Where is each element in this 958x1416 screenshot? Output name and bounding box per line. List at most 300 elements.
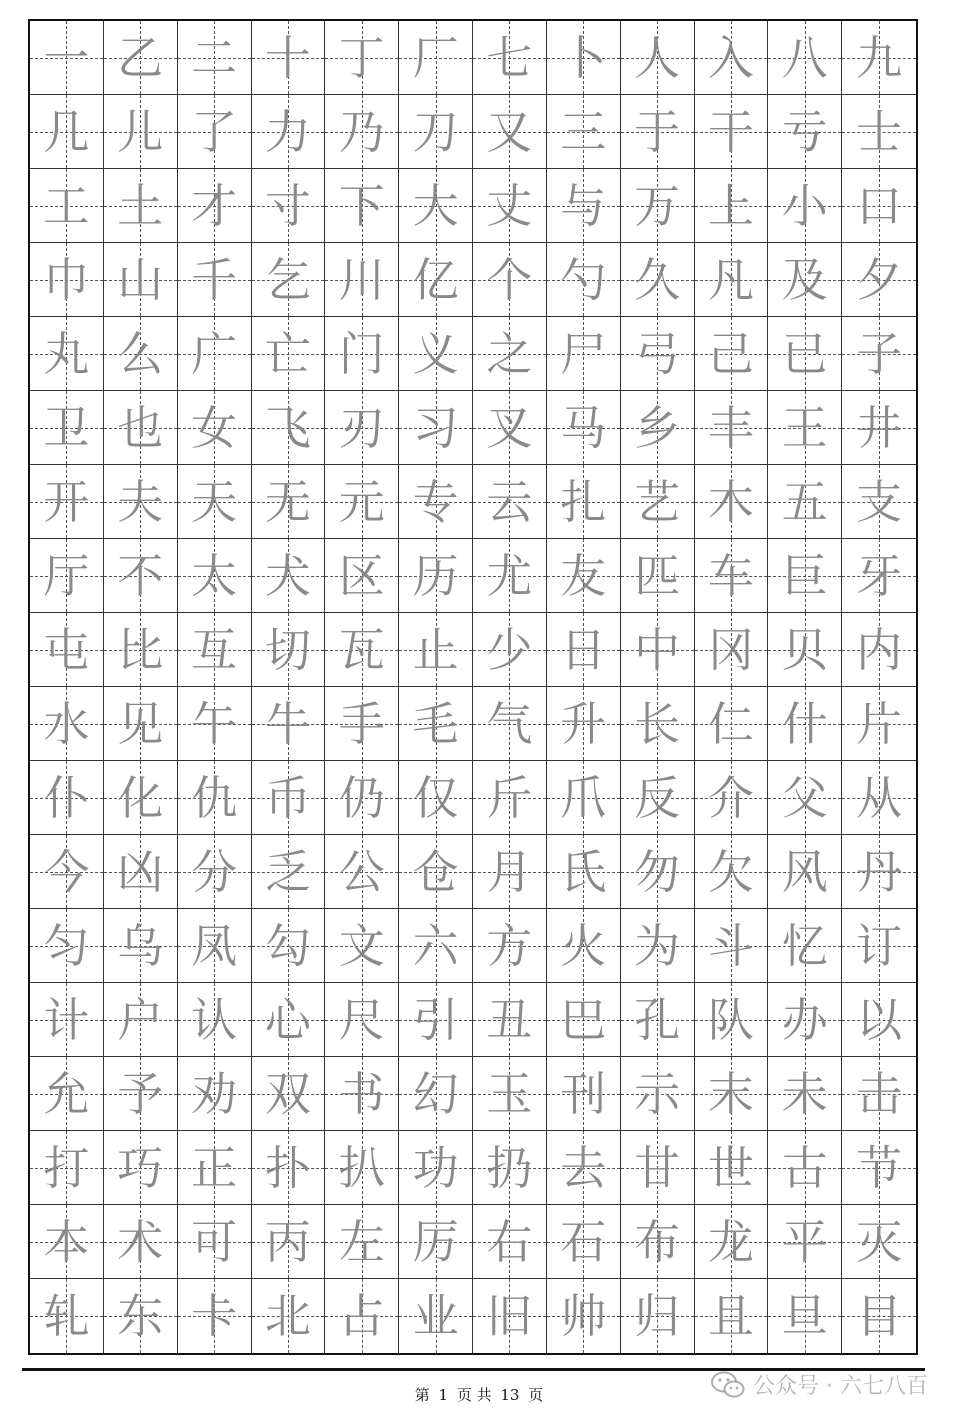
practice-character: 刀 <box>412 104 459 159</box>
practice-character: 末 <box>707 1066 754 1121</box>
practice-character: 右 <box>486 1214 533 1269</box>
practice-character: 天 <box>191 474 238 529</box>
practice-character: 义 <box>412 326 459 381</box>
practice-character: 东 <box>117 1289 164 1343</box>
practice-character: 十 <box>264 30 311 85</box>
practice-character: 止 <box>412 622 459 677</box>
grid-cell <box>621 835 695 909</box>
grid-cell <box>104 539 178 613</box>
practice-character: 贝 <box>781 622 828 677</box>
grid-cell <box>768 983 842 1057</box>
grid-cell <box>842 983 916 1057</box>
practice-character: 友 <box>560 548 607 603</box>
practice-character: 人 <box>634 30 681 85</box>
practice-character: 幻 <box>412 1066 459 1121</box>
grid-cell <box>325 1131 399 1205</box>
practice-character: 父 <box>781 770 828 825</box>
grid-cell <box>399 95 473 169</box>
practice-grid-frame <box>28 19 918 1355</box>
grid-cell <box>178 169 252 243</box>
practice-character: 布 <box>634 1214 681 1269</box>
practice-character: 午 <box>191 696 238 751</box>
practice-character: 干 <box>707 104 754 159</box>
practice-character: 卫 <box>43 400 90 455</box>
practice-character: 仆 <box>43 770 90 825</box>
practice-character: 刊 <box>560 1066 607 1121</box>
grid-cell <box>30 909 104 983</box>
grid-cell <box>621 1057 695 1131</box>
practice-character: 劝 <box>191 1066 238 1121</box>
grid-cell <box>178 613 252 687</box>
practice-character: 目 <box>856 1289 903 1343</box>
grid-cell <box>695 391 769 465</box>
grid-cell <box>842 539 916 613</box>
grid-cell <box>768 613 842 687</box>
grid-cell <box>842 317 916 391</box>
practice-character: 匀 <box>43 918 90 973</box>
practice-character: 仁 <box>707 696 754 751</box>
practice-character: 击 <box>856 1066 903 1121</box>
grid-cell <box>473 391 547 465</box>
grid-cell <box>252 21 326 95</box>
practice-character: 厉 <box>412 1214 459 1269</box>
grid-cell <box>473 465 547 539</box>
practice-character: 卡 <box>191 1289 238 1343</box>
practice-character: 牛 <box>264 696 311 751</box>
grid-cell <box>842 1279 916 1353</box>
practice-character: 业 <box>412 1289 459 1343</box>
grid-cell <box>178 1205 252 1279</box>
grid-cell <box>104 983 178 1057</box>
grid-cell <box>768 465 842 539</box>
grid-cell <box>252 687 326 761</box>
grid-cell <box>104 21 178 95</box>
grid-cell <box>695 21 769 95</box>
practice-character: 心 <box>264 992 311 1047</box>
grid-cell <box>104 391 178 465</box>
practice-character: 术 <box>117 1214 164 1269</box>
practice-character: 支 <box>856 474 903 529</box>
grid-cell <box>30 613 104 687</box>
grid-cell <box>547 95 621 169</box>
grid-cell <box>842 613 916 687</box>
grid-cell <box>695 835 769 909</box>
grid-cell <box>178 1279 252 1353</box>
practice-character: 夕 <box>856 252 903 307</box>
practice-character: 巾 <box>43 252 90 307</box>
practice-character: 扒 <box>338 1140 385 1195</box>
grid-cell <box>768 761 842 835</box>
practice-character: 少 <box>486 622 533 677</box>
practice-character: 儿 <box>117 104 164 159</box>
grid-cell <box>695 983 769 1057</box>
practice-character: 亏 <box>781 104 828 159</box>
practice-character: 爪 <box>560 770 607 825</box>
practice-character: 月 <box>486 844 533 899</box>
practice-character: 木 <box>707 474 754 529</box>
grid-cell <box>252 761 326 835</box>
grid-cell <box>473 613 547 687</box>
grid-cell <box>252 909 326 983</box>
practice-character: 匹 <box>634 548 681 603</box>
grid-cell <box>325 1279 399 1353</box>
practice-character: 丰 <box>707 400 754 455</box>
grid-cell <box>178 317 252 391</box>
practice-character: 山 <box>117 252 164 307</box>
practice-character: 下 <box>338 178 385 233</box>
grid-cell <box>30 169 104 243</box>
grid-cell <box>399 687 473 761</box>
grid-cell <box>547 983 621 1057</box>
practice-character: 尸 <box>560 326 607 381</box>
practice-character: 几 <box>43 104 90 159</box>
grid-cell <box>621 391 695 465</box>
practice-character: 开 <box>43 474 90 529</box>
grid-cell <box>252 243 326 317</box>
grid-cell <box>473 539 547 613</box>
practice-character: 个 <box>486 252 533 307</box>
practice-character: 古 <box>781 1140 828 1195</box>
grid-cell <box>621 1279 695 1353</box>
page-footer <box>0 1374 958 1406</box>
grid-cell <box>30 761 104 835</box>
grid-cell <box>30 21 104 95</box>
grid-cell <box>547 465 621 539</box>
grid-cell <box>104 1279 178 1353</box>
grid-cell <box>842 1131 916 1205</box>
grid-cell <box>399 21 473 95</box>
grid-cell <box>621 539 695 613</box>
watermark-text: 公众号 · 六七八百 <box>753 1374 928 1399</box>
practice-character: 仇 <box>191 770 238 825</box>
practice-character: 予 <box>117 1066 164 1121</box>
practice-character: 化 <box>117 770 164 825</box>
grid-cell <box>695 243 769 317</box>
practice-character: 无 <box>264 474 311 529</box>
grid-cell <box>842 687 916 761</box>
grid-cell <box>621 465 695 539</box>
grid-cell <box>842 391 916 465</box>
grid-cell <box>104 909 178 983</box>
grid-cell <box>621 909 695 983</box>
practice-character: 乡 <box>634 400 681 455</box>
practice-character: 二 <box>191 30 238 85</box>
grid-cell <box>768 21 842 95</box>
grid-cell <box>473 243 547 317</box>
practice-character: 仍 <box>338 770 385 825</box>
practice-character: 打 <box>43 1140 90 1195</box>
practice-character: 犬 <box>264 548 311 603</box>
practice-character: 丹 <box>856 844 903 899</box>
practice-character: 一 <box>43 30 90 85</box>
practice-character: 什 <box>781 696 828 751</box>
practice-character: 切 <box>264 622 311 677</box>
practice-character: 王 <box>781 400 828 455</box>
practice-character: 弓 <box>634 326 681 381</box>
practice-character: 太 <box>191 548 238 603</box>
grid-cell <box>178 539 252 613</box>
grid-cell <box>695 1205 769 1279</box>
practice-character: 口 <box>856 178 903 233</box>
practice-character: 平 <box>781 1214 828 1269</box>
grid-cell <box>325 761 399 835</box>
practice-character: 甘 <box>634 1140 681 1195</box>
grid-cell <box>104 465 178 539</box>
grid-cell <box>30 539 104 613</box>
practice-character: 帅 <box>560 1289 607 1343</box>
grid-cell <box>621 1205 695 1279</box>
practice-character: 又 <box>486 104 533 159</box>
practice-character: 互 <box>191 622 238 677</box>
practice-character: 乃 <box>338 104 385 159</box>
grid-cell <box>621 761 695 835</box>
grid-cell <box>325 613 399 687</box>
grid-cell <box>768 317 842 391</box>
grid-cell <box>178 1131 252 1205</box>
grid-cell <box>399 391 473 465</box>
grid-cell <box>178 835 252 909</box>
grid-cell <box>252 613 326 687</box>
practice-character: 屯 <box>43 622 90 677</box>
practice-character: 已 <box>781 326 828 381</box>
grid-cell <box>768 1131 842 1205</box>
practice-character: 千 <box>191 252 238 307</box>
practice-character: 见 <box>117 696 164 751</box>
grid-cell <box>695 909 769 983</box>
practice-character: 己 <box>707 326 754 381</box>
practice-character: 文 <box>338 918 385 973</box>
practice-character: 左 <box>338 1214 385 1269</box>
practice-character: 仅 <box>412 770 459 825</box>
practice-character: 丸 <box>43 326 90 381</box>
grid-cell <box>325 21 399 95</box>
grid-cell <box>547 317 621 391</box>
grid-cell <box>621 687 695 761</box>
grid-cell <box>473 169 547 243</box>
grid-cell <box>547 169 621 243</box>
practice-character: 从 <box>856 770 903 825</box>
practice-character: 小 <box>781 178 828 233</box>
practice-character: 卜 <box>560 30 607 85</box>
practice-character: 双 <box>264 1066 311 1121</box>
grid-cell <box>842 761 916 835</box>
practice-character: 子 <box>856 326 903 381</box>
grid-cell <box>252 1131 326 1205</box>
practice-character: 可 <box>191 1214 238 1269</box>
grid-cell <box>621 21 695 95</box>
grid-cell <box>325 909 399 983</box>
grid-cell <box>252 835 326 909</box>
grid-cell <box>104 687 178 761</box>
grid-cell <box>768 243 842 317</box>
grid-cell <box>104 761 178 835</box>
practice-character: 订 <box>856 918 903 973</box>
practice-character: 北 <box>264 1289 311 1343</box>
practice-character: 上 <box>707 178 754 233</box>
practice-character: 夫 <box>117 474 164 529</box>
grid-cell <box>399 1057 473 1131</box>
practice-character: 之 <box>486 326 533 381</box>
practice-character: 欠 <box>707 844 754 899</box>
practice-character: 巧 <box>117 1140 164 1195</box>
practice-character: 区 <box>338 548 385 603</box>
grid-cell <box>621 1131 695 1205</box>
practice-character: 旦 <box>781 1289 828 1343</box>
grid-cell <box>30 465 104 539</box>
grid-cell <box>325 95 399 169</box>
grid-cell <box>178 21 252 95</box>
practice-character: 巨 <box>781 548 828 603</box>
grid-cell <box>104 613 178 687</box>
grid-cell <box>842 1205 916 1279</box>
grid-cell <box>695 539 769 613</box>
watermark <box>711 1369 928 1400</box>
grid-cell <box>252 465 326 539</box>
practice-character: 与 <box>560 178 607 233</box>
grid-cell <box>473 687 547 761</box>
grid-cell <box>30 95 104 169</box>
practice-character: 凶 <box>117 844 164 899</box>
practice-character: 艺 <box>634 474 681 529</box>
grid-cell <box>30 317 104 391</box>
practice-character: 车 <box>707 548 754 603</box>
practice-character: 示 <box>634 1066 681 1121</box>
practice-character: 入 <box>707 30 754 85</box>
grid-cell <box>473 1057 547 1131</box>
grid-cell <box>252 317 326 391</box>
practice-character: 万 <box>634 178 681 233</box>
practice-character: 尺 <box>338 992 385 1047</box>
grid-cell <box>325 687 399 761</box>
grid-cell <box>842 465 916 539</box>
practice-character: 介 <box>707 770 754 825</box>
practice-character: 忆 <box>781 918 828 973</box>
grid-cell <box>399 1205 473 1279</box>
grid-cell <box>178 909 252 983</box>
page-middle-text: 页 共 <box>456 1386 492 1404</box>
practice-character: 升 <box>560 696 607 751</box>
practice-character: 力 <box>264 104 311 159</box>
practice-character: 广 <box>191 326 238 381</box>
grid-cell <box>399 1131 473 1205</box>
grid-cell <box>325 1205 399 1279</box>
grid-cell <box>473 983 547 1057</box>
grid-cell <box>768 687 842 761</box>
practice-character: 也 <box>117 400 164 455</box>
grid-cell <box>252 1279 326 1353</box>
grid-cell <box>473 761 547 835</box>
practice-character: 才 <box>191 178 238 233</box>
practice-character: 斤 <box>486 770 533 825</box>
grid-cell <box>325 835 399 909</box>
practice-character: 正 <box>191 1140 238 1195</box>
grid-cell <box>842 21 916 95</box>
practice-character: 节 <box>856 1140 903 1195</box>
practice-character: 习 <box>412 400 459 455</box>
grid-cell <box>547 391 621 465</box>
practice-character: 气 <box>486 696 533 751</box>
grid-cell <box>547 1057 621 1131</box>
grid-cell <box>768 1279 842 1353</box>
practice-character: 八 <box>781 30 828 85</box>
practice-character: 九 <box>856 30 903 85</box>
grid-cell <box>547 243 621 317</box>
grid-cell <box>399 909 473 983</box>
grid-cell <box>547 1279 621 1353</box>
grid-cell <box>399 761 473 835</box>
practice-character: 斗 <box>707 918 754 973</box>
practice-character: 允 <box>43 1066 90 1121</box>
grid-cell <box>768 835 842 909</box>
grid-cell <box>473 95 547 169</box>
grid-cell <box>104 95 178 169</box>
practice-character: 马 <box>560 400 607 455</box>
practice-character: 六 <box>412 918 459 973</box>
practice-character: 亡 <box>264 326 311 381</box>
grid-cell <box>768 539 842 613</box>
grid-cell <box>399 613 473 687</box>
grid-cell <box>178 95 252 169</box>
practice-character: 计 <box>43 992 90 1047</box>
grid-cell <box>695 687 769 761</box>
practice-character: 历 <box>412 548 459 603</box>
practice-character: 井 <box>856 400 903 455</box>
grid-cell <box>547 835 621 909</box>
practice-character: 土 <box>117 178 164 233</box>
grid-cell <box>768 95 842 169</box>
practice-character: 龙 <box>707 1214 754 1269</box>
practice-character: 工 <box>43 178 90 233</box>
practice-character: 乞 <box>264 252 311 307</box>
practice-character: 凡 <box>707 252 754 307</box>
practice-character: 书 <box>338 1066 385 1121</box>
grid-cell <box>30 243 104 317</box>
grid-cell <box>30 687 104 761</box>
grid-cell <box>473 909 547 983</box>
practice-character: 尤 <box>486 548 533 603</box>
practice-character: 为 <box>634 918 681 973</box>
grid-cell <box>547 539 621 613</box>
practice-character: 乙 <box>117 30 164 85</box>
practice-character: 手 <box>338 696 385 751</box>
practice-character: 占 <box>338 1289 385 1343</box>
grid-cell <box>104 169 178 243</box>
grid-cell <box>695 1279 769 1353</box>
practice-character: 氏 <box>560 844 607 899</box>
grid-cell <box>695 317 769 391</box>
practice-character: 凤 <box>191 918 238 973</box>
grid-cell <box>104 317 178 391</box>
practice-character: 勿 <box>634 844 681 899</box>
current-page-number: 1 <box>438 1386 449 1404</box>
practice-character: 久 <box>634 252 681 307</box>
practice-character: 三 <box>560 104 607 159</box>
grid-cell <box>399 835 473 909</box>
grid-cell <box>547 1131 621 1205</box>
practice-character: 及 <box>781 252 828 307</box>
grid-cell <box>30 1279 104 1353</box>
grid-cell <box>325 169 399 243</box>
grid-cell <box>768 169 842 243</box>
grid-cell <box>842 1057 916 1131</box>
grid-cell <box>104 1057 178 1131</box>
practice-character: 日 <box>560 622 607 677</box>
grid-cell <box>325 317 399 391</box>
grid-cell <box>252 1205 326 1279</box>
grid-cell <box>252 95 326 169</box>
practice-character: 分 <box>191 844 238 899</box>
practice-character: 认 <box>191 992 238 1047</box>
